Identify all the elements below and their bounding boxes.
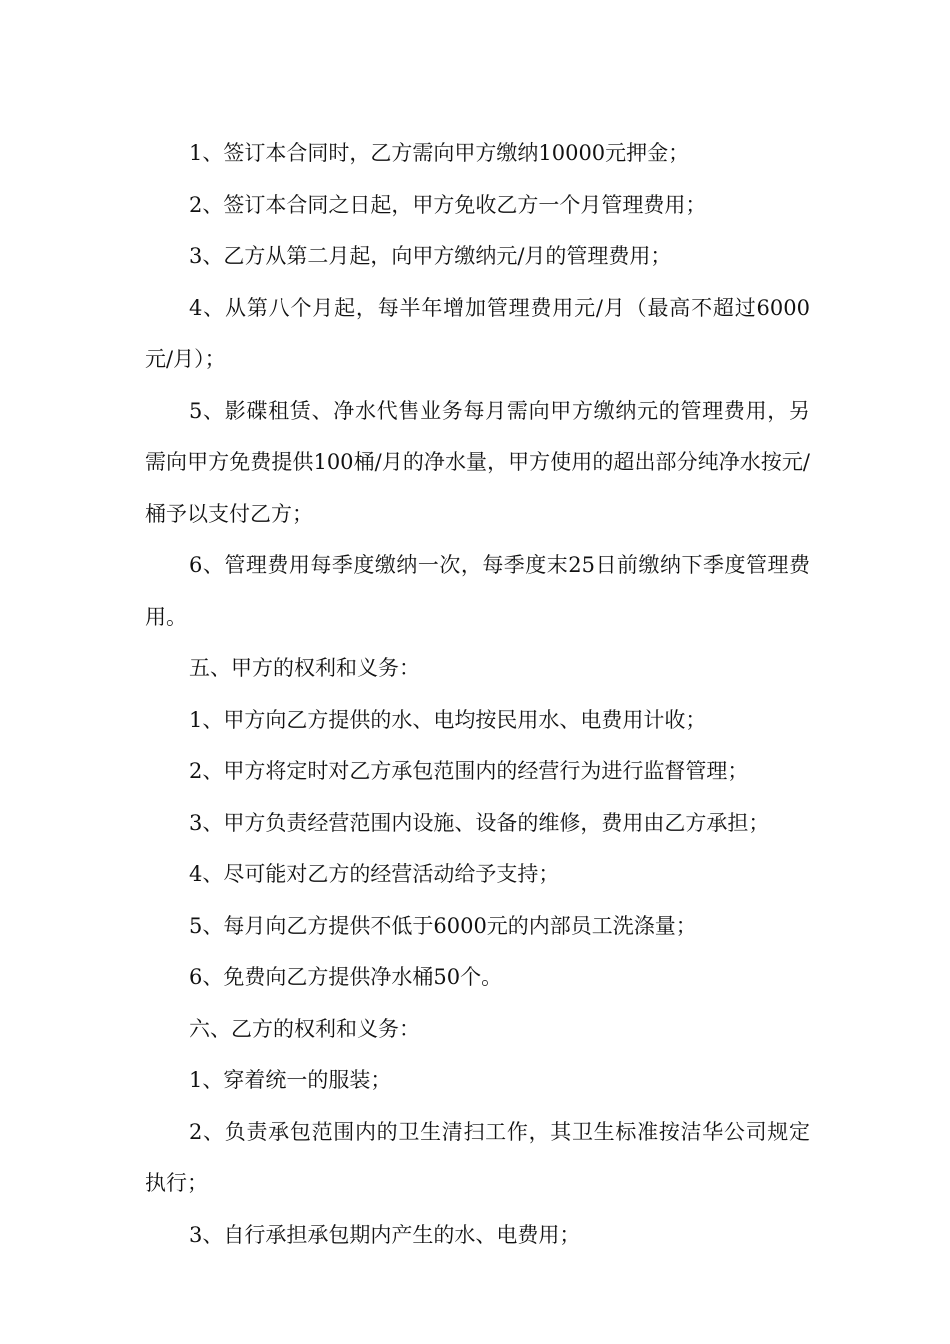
clause-quarterly-payment: 6、管理费用每季度缴纳一次，每季度末25日前缴纳下季度管理费用。 (145, 553, 810, 629)
section-heading-party-b: 六、乙方的权利和义务： (189, 1016, 420, 1041)
party-a-item-6: 6、免费向乙方提供净水桶50个。 (189, 965, 503, 989)
party-b-item-3: 3、自行承担承包期内产生的水、电费用； (189, 1222, 581, 1247)
clause-deposit: 1、签订本合同时，乙方需向甲方缴纳10000元押金； (189, 141, 690, 165)
party-a-item-3: 3、甲方负责经营范围内设施、设备的维修，费用由乙方承担； (189, 810, 770, 835)
party-a-item-5: 5、每月向乙方提供不低于6000元的内部员工洗涤量； (189, 913, 697, 938)
document-body (145, 128, 810, 1261)
clause-monthly-fee: 3、乙方从第二月起，向甲方缴纳元/月的管理费用； (189, 244, 672, 268)
party-b-item-2: 2、负责承包范围内的卫生清扫工作，其卫生标准按洁华公司规定执行； (145, 1119, 810, 1195)
clause-dvd-water-fee: 5、影碟租赁、净水代售业务每月需向甲方缴纳元的管理费用，另需向甲方免费提供100桶/月的净水量，甲方使用的超出部分纯净水按元/桶予以支付乙方； (145, 398, 810, 526)
clause-fee-increase: 4、从第八个月起，每半年增加管理费用元/月（最高不超过6000元/月）； (145, 295, 810, 371)
party-b-item-1: 1、穿着统一的服装； (189, 1068, 392, 1092)
clause-first-month-free: 2、签订本合同之日起，甲方免收乙方一个月管理费用； (189, 192, 707, 217)
party-a-item-1: 1、甲方向乙方提供的水、电均按民用水、电费用计收； (189, 707, 707, 732)
party-a-item-4: 4、尽可能对乙方的经营活动给予支持； (189, 862, 560, 886)
section-heading-party-a: 五、甲方的权利和义务： (189, 656, 420, 680)
party-a-item-2: 2、甲方将定时对乙方承包范围内的经营行为进行监督管理； (189, 759, 749, 783)
